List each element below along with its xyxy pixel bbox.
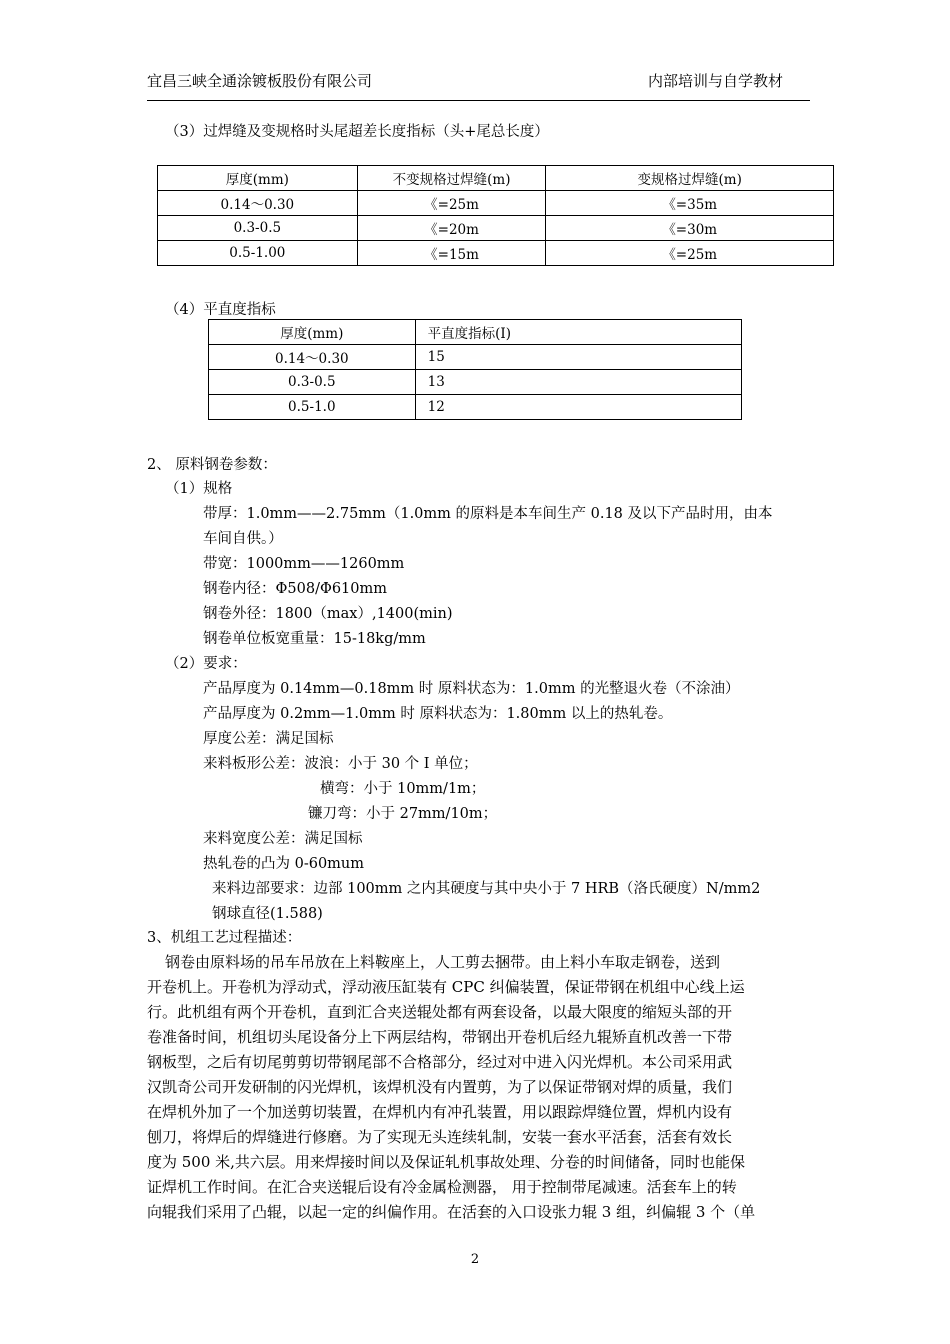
- req-line: 钢球直径(1.588): [212, 906, 323, 922]
- req-line: 镰刀弯：小于 27mm/10m；: [308, 806, 498, 822]
- req-line: 来料宽度公差：满足国标: [203, 831, 363, 847]
- process-heading: 3、机组工艺过程描述：: [147, 930, 302, 946]
- table-row: [209, 395, 742, 420]
- table-header-cell: 不变规格过焊缝(m): [357, 166, 546, 191]
- table-cell: 12: [415, 395, 741, 420]
- page-number: 2: [470, 1252, 480, 1267]
- process-line: 度为 500 米,共六层。用来焊接时间以及保证轧机事故处理、分卷的时间储备，同时也能保: [147, 1153, 745, 1171]
- table-cell: 0.3-0.5: [209, 370, 416, 395]
- table-cell: 15: [415, 345, 741, 370]
- process-line: 证焊机工作时间。在汇合夹送辊后设有冷金属检测器， 用于控制带尾减速。活套车上的转: [147, 1178, 737, 1196]
- spec-line: 钢卷单位板宽重量：15-18kg/mm: [203, 631, 426, 647]
- table-cell: 0.14～0.30: [209, 345, 416, 370]
- req-line: 热轧卷的凸为 0-60mum: [203, 856, 365, 872]
- req-line: 来料板形公差：波浪：小于 30 个 I 单位；: [203, 756, 478, 772]
- table-header-cell: 变规格过焊缝(m): [546, 166, 834, 191]
- req-title: （2）要求：: [165, 656, 247, 672]
- spec-title: （1）规格: [165, 481, 233, 497]
- table-header-cell: 厚度(mm): [158, 166, 358, 191]
- process-line: 在焊机外加了一个加送剪切装置，在焊机内有冲孔装置，用以跟踪焊缝位置，焊机内设有: [147, 1103, 733, 1121]
- process-line: 开卷机上。开卷机为浮动式，浮动液压缸装有 CPC 纠偏装置，保证带钢在机组中心线上运: [147, 978, 745, 996]
- table-cell: 0.14～0.30: [158, 191, 358, 216]
- table-cell: 《=25m: [546, 241, 834, 266]
- req-line: 来料边部要求：边部 100mm 之内其硬度与其中央小于 7 HRB（洛氏硬度）N/mm2: [212, 881, 761, 897]
- table-row: [209, 370, 742, 395]
- table-cell: 《=20m: [357, 216, 546, 241]
- spec-line: 带厚：1.0mm——2.75mm（1.0mm 的原料是本车间生产 0.18 及以下产品时用，由本: [203, 506, 773, 522]
- table-header-row: [209, 320, 742, 345]
- table-header-cell: 平直度指标(I): [415, 320, 741, 345]
- spec-line: 钢卷外径：1800（max）,1400(min): [203, 606, 453, 622]
- header-doc-type: 内部培训与自学教材: [648, 72, 784, 90]
- table-cell: 0.5-1.0: [209, 395, 416, 420]
- process-line: 向辊我们采用了凸辊，以起一定的纠偏作用。在活套的入口设张力辊 3 组，纠偏辊 3 个（单: [147, 1203, 756, 1221]
- flatness-table: [208, 319, 742, 420]
- table-cell: 0.5-1.00: [158, 241, 358, 266]
- section3-title: （3）过焊缝及变规格时头尾超差长度指标（头+尾总长度）: [165, 124, 549, 140]
- process-line: 行。此机组有两个开卷机，直到汇合夹送辊处都有两套设备，以最大限度的缩短头部的开: [147, 1003, 733, 1021]
- spec-line: 车间自供。）: [203, 531, 283, 547]
- table-row: [158, 241, 834, 266]
- req-line: 厚度公差：满足国标: [203, 731, 334, 747]
- raw-coil-heading: 2、 原料钢卷参数：: [147, 457, 277, 473]
- table-row: [158, 216, 834, 241]
- weld-length-table: [157, 165, 834, 266]
- req-line: 横弯：小于 10mm/1m；: [320, 781, 486, 797]
- header-company: 宜昌三峡全通涂镀板股份有限公司: [147, 72, 373, 90]
- table-row: [158, 191, 834, 216]
- table-cell: 《=15m: [357, 241, 546, 266]
- process-line: 汉凯奇公司开发研制的闪光焊机，该焊机没有内置剪，为了以保证带钢对焊的质量，我们: [147, 1078, 733, 1096]
- table-header-cell: 厚度(mm): [209, 320, 416, 345]
- table-cell: 0.3-0.5: [158, 216, 358, 241]
- table-cell: 13: [415, 370, 741, 395]
- table-row: [209, 345, 742, 370]
- process-line: 钢板型，之后有切尾剪剪切带钢尾部不合格部分，经过对中进入闪光焊机。本公司采用武: [147, 1053, 733, 1071]
- process-line: 钢卷由原料场的吊车吊放在上料鞍座上，人工剪去捆带。由上料小车取走钢卷，送到: [165, 953, 721, 971]
- table-cell: 《=30m: [546, 216, 834, 241]
- req-line: 产品厚度为 0.2mm—1.0mm 时 原料状态为：1.80mm 以上的热轧卷。: [203, 706, 673, 722]
- table-header-row: [158, 166, 834, 191]
- table-cell: 《=25m: [357, 191, 546, 216]
- spec-line: 带宽：1000mm——1260mm: [203, 556, 405, 572]
- process-line: 卷准备时间，机组切头尾设备分上下两层结构，带钢出开卷机后经九辊矫直机改善一下带: [147, 1028, 733, 1046]
- header-rule: [147, 100, 810, 101]
- req-line: 产品厚度为 0.14mm—0.18mm 时 原料状态为：1.0mm 的光整退火卷（不涂油）: [203, 681, 740, 697]
- spec-line: 钢卷内径：Φ508/Φ610mm: [203, 581, 388, 597]
- process-line: 刨刀，将焊后的焊缝进行修磨。为了实现无头连续轧制，安装一套水平活套，活套有效长: [147, 1128, 733, 1146]
- section4-title: （4）平直度指标: [165, 302, 276, 318]
- table-cell: 《=35m: [546, 191, 834, 216]
